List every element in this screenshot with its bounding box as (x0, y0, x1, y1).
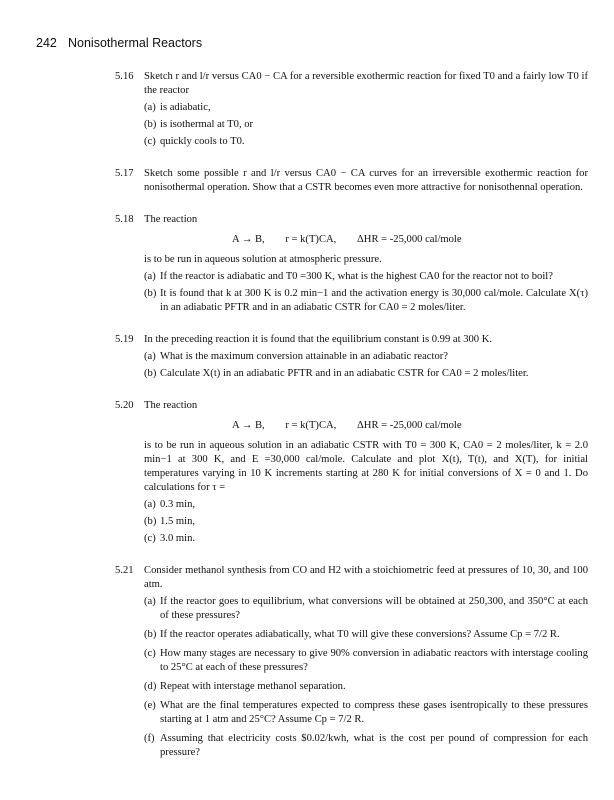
subitem (144, 101, 588, 115)
subitem-text: quickly cools to T0. (160, 136, 245, 147)
subitem-list (144, 595, 588, 760)
subitem-label: (a) (144, 596, 156, 607)
problem-text: Sketch r and l/r versus CA0 − CA for a reversible exothermic reaction for fixed T0 and a fairly low T0 if the reactor (144, 71, 588, 96)
subitem-label: (a) (144, 499, 156, 510)
problem-text: Consider methanol synthesis from CO and H2 with a stoichiometric feed at pressures of 10, 30, and 100 atm. (144, 565, 588, 590)
problem-list (115, 70, 588, 778)
problem-text: is to be run in aqueous solution in an adiabatic CSTR with T0 = 300 K, CA0 = 2 moles/liter, k = 2.0 min−1 at 300 K, and E =30,000 cal/mole. Calculate and plot X(t), T(t), and X(T), for initial temperatures varying in 10 K increments starting at 280 K for initial conversions of X = 0 and 1. Do calculations for τ = (144, 440, 588, 493)
reaction-stoichiometry: A → B, (232, 234, 265, 245)
subitem-text: How many stages are necessary to give 90% conversion in adiabatic reactors with interstage cooling to 25°C at each of these pressures? (160, 648, 588, 673)
subitem (144, 287, 588, 315)
problem-number: 5.21 (115, 565, 134, 576)
subitem-text: is isothermal at T0, or (160, 119, 254, 130)
subitem (144, 118, 588, 132)
problem-number: 5.20 (115, 400, 134, 411)
subitem-text: Calculate X(t) in an adiabatic PFTR and in an adiabatic CSTR for CA0 = 2 moles/liter. (160, 368, 529, 379)
subitem-text: Repeat with interstage methanol separation. (160, 681, 346, 692)
subitem (144, 350, 588, 364)
chapter-title: Nonisothermal Reactors (68, 36, 203, 50)
subitem-text: 1.5 min, (160, 516, 196, 527)
subitem-label: (a) (144, 271, 156, 282)
subitem-list (144, 270, 588, 315)
subitem (144, 595, 588, 623)
problem-intro: The reaction (144, 214, 198, 225)
subitem (144, 628, 588, 642)
problem-5-17 (115, 167, 588, 195)
problem-text: is to be run in aqueous solution at atmospheric pressure. (144, 254, 382, 265)
problem-intro: The reaction (144, 400, 198, 411)
subitem-label: (b) (144, 629, 157, 640)
subitem-label: (b) (144, 516, 157, 527)
subitem-label: (c) (144, 648, 156, 659)
subitem-label: (e) (144, 700, 156, 711)
problem-text: In the preceding reaction it is found that the equilibrium constant is 0.99 at 300 K. (144, 334, 493, 345)
subitem (144, 367, 588, 381)
subitem-label: (a) (144, 351, 156, 362)
subitem-text: If the reactor operates adiabatically, what T0 will give these conversions? Assume Cp = 7/2 R. (160, 629, 560, 640)
subitem-list (144, 101, 588, 149)
problem-number: 5.18 (115, 214, 134, 225)
subitem-text: 0.3 min, (160, 499, 196, 510)
subitem-label: (a) (144, 102, 156, 113)
subitem-label: (d) (144, 681, 157, 692)
subitem-label: (b) (144, 288, 157, 299)
problem-number: 5.19 (115, 334, 134, 345)
subitem-list (144, 350, 588, 381)
subitem (144, 135, 588, 149)
subitem-text: 3.0 min. (160, 533, 196, 544)
problem-5-21 (115, 564, 588, 760)
subitem-label: (b) (144, 119, 157, 130)
subitem (144, 270, 588, 284)
subitem-text: If the reactor is adiabatic and T0 =300 K, what is the highest CA0 for the reactor not to boil? (160, 271, 553, 282)
subitem-label: (f) (144, 733, 155, 744)
problem-5-16 (115, 70, 588, 149)
page-number: 242 (36, 36, 57, 50)
problem-5-20 (115, 399, 588, 546)
subitem-text: Assuming that electricity costs $0.02/kwh, what is the cost per pound of compression for each pressure? (160, 733, 588, 758)
subitem (144, 680, 588, 694)
subitem-text: What are the final temperatures expected to compress these gases isentropically to these pressures starting at 1 atm and 25°C? Assume Cp = 7/2 R. (160, 700, 588, 725)
subitem (144, 498, 588, 512)
subitem (144, 532, 588, 546)
reaction-stoichiometry: A → B, (232, 420, 265, 431)
subitem-text: is adiabatic, (160, 102, 211, 113)
subitem (144, 515, 588, 529)
problem-5-19 (115, 333, 588, 381)
problem-number: 5.16 (115, 71, 134, 82)
subitem (144, 699, 588, 727)
problem-number: 5.17 (115, 168, 134, 179)
heat-of-reaction: ΔHR = -25,000 cal/mole (356, 234, 462, 245)
subitem-text: What is the maximum conversion attainable in an adiabatic reactor? (160, 351, 448, 362)
problem-5-18 (115, 213, 588, 315)
rate-expression: r = k(T)CA, (285, 420, 337, 431)
subitem (144, 647, 588, 675)
subitem-label: (c) (144, 533, 156, 544)
subitem (144, 732, 588, 760)
rate-expression: r = k(T)CA, (285, 234, 337, 245)
subitem-text: If the reactor goes to equilibrium, what conversions will be obtained at 250,300, and 350°C at each of these pressures? (160, 596, 588, 621)
subitem-text: It is found that k at 300 K is 0.2 min−1 and the activation energy is 30,000 cal/mole. Calculate X(τ) in an adiabatic PFTR and in an adiabatic CSTR for CA0 = 2 moles/liter. (160, 288, 588, 313)
problem-text: Sketch some possible r and l/r versus CA0 − CA curves for an irreversible exothermic reaction for nonisothermal operation. Show that a CSTR becomes even more attractive for nonisothennal operation. (144, 168, 588, 193)
subitem-label: (c) (144, 136, 156, 147)
subitem-label: (b) (144, 368, 157, 379)
heat-of-reaction: ΔHR = -25,000 cal/mole (356, 420, 462, 431)
reaction-equation (144, 419, 588, 433)
subitem-list (144, 498, 588, 546)
reaction-equation (144, 233, 588, 247)
